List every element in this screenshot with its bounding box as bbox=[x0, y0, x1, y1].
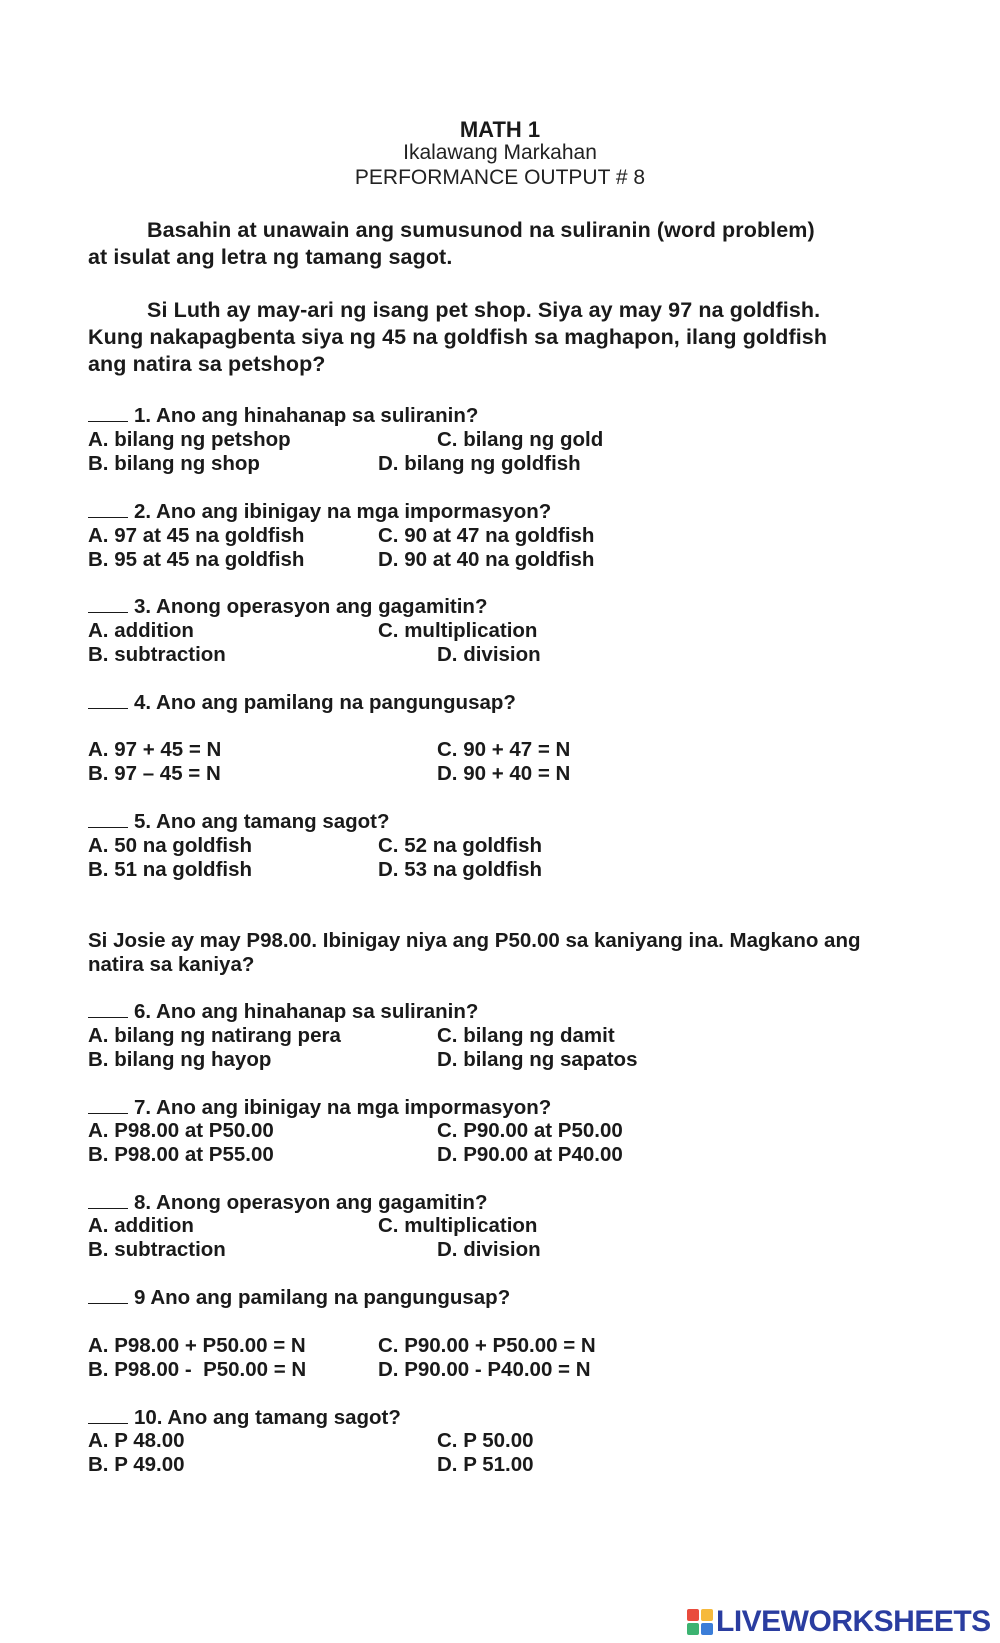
question-2-option-d: D. 90 at 40 na goldfish bbox=[378, 548, 595, 571]
answer-blank[interactable] bbox=[88, 1003, 128, 1018]
question-8: 8. Anong operasyon ang gagamitin? bbox=[88, 1191, 487, 1215]
problem-2-line-1: Si Josie ay may P98.00. Ibinigay niya ang P50.00 sa kaniyang ina. Magkano ang bbox=[88, 929, 861, 952]
question-5-option-b: B. 51 na goldfish bbox=[88, 858, 253, 881]
question-7-option-b: B. P98.00 at P55.00 bbox=[88, 1143, 274, 1166]
answer-blank[interactable] bbox=[88, 503, 128, 518]
answer-blank[interactable] bbox=[88, 407, 128, 422]
question-10: 10. Ano ang tamang sagot? bbox=[88, 1406, 401, 1430]
question-1-option-d: D. bilang ng goldfish bbox=[378, 452, 581, 475]
instructions-line-1: Basahin at unawain ang sumusunod na suliranin (word problem) bbox=[147, 218, 815, 242]
logo-square-yellow bbox=[701, 1609, 713, 1621]
question-10-option-d: D. P 51.00 bbox=[437, 1453, 534, 1476]
question-3-option-c: C. multiplication bbox=[378, 619, 538, 642]
question-6-option-d: D. bilang ng sapatos bbox=[437, 1048, 638, 1071]
question-9-option-c: C. P90.00 + P50.00 = N bbox=[378, 1334, 596, 1357]
question-1: 1. Ano ang hinahanap sa suliranin? bbox=[88, 404, 478, 428]
logo-square-red bbox=[687, 1609, 699, 1621]
question-6-option-c: C. bilang ng damit bbox=[437, 1024, 615, 1047]
question-8-option-d: D. division bbox=[437, 1238, 541, 1261]
question-5-option-d: D. 53 na goldfish bbox=[378, 858, 543, 881]
answer-blank[interactable] bbox=[88, 813, 128, 828]
worksheet-title: MATH 1 bbox=[459, 117, 541, 142]
question-3-option-a: A. addition bbox=[88, 619, 194, 642]
question-4: 4. Ano ang pamilang na pangungusap? bbox=[88, 691, 516, 715]
logo-square-blue bbox=[701, 1623, 713, 1635]
question-3-option-b: B. subtraction bbox=[88, 643, 226, 666]
question-7-option-d: D. P90.00 at P40.00 bbox=[437, 1143, 623, 1166]
question-7-option-a: A. P98.00 at P50.00 bbox=[88, 1119, 274, 1142]
performance-output-label: PERFORMANCE OUTPUT # 8 bbox=[354, 166, 646, 189]
question-1-option-a: A. bilang ng petshop bbox=[88, 428, 291, 451]
problem-2-line-2: natira sa kaniya? bbox=[88, 953, 255, 976]
problem-1-line-1: Si Luth ay may-ari ng isang pet shop. Siya ay may 97 na goldfish. bbox=[147, 298, 821, 322]
question-2: 2. Ano ang ibinigay na mga impormasyon? bbox=[88, 500, 551, 524]
instructions-line-2: at isulat ang letra ng tamang sagot. bbox=[88, 245, 453, 269]
logo-square-green bbox=[687, 1623, 699, 1635]
question-9-option-b: B. P98.00 - P50.00 = N bbox=[88, 1358, 307, 1381]
question-1-option-c: C. bilang ng gold bbox=[437, 428, 604, 451]
question-9-option-a: A. P98.00 + P50.00 = N bbox=[88, 1334, 306, 1357]
question-3: 3. Anong operasyon ang gagamitin? bbox=[88, 595, 487, 619]
answer-blank[interactable] bbox=[88, 1409, 128, 1424]
question-2-option-c: C. 90 at 47 na goldfish bbox=[378, 524, 595, 547]
watermark-text: LIVEWORKSHEETS bbox=[716, 1605, 991, 1638]
question-8-option-b: B. subtraction bbox=[88, 1238, 226, 1261]
question-1-option-b: B. bilang ng shop bbox=[88, 452, 260, 475]
answer-blank[interactable] bbox=[88, 1289, 128, 1304]
answer-blank[interactable] bbox=[88, 1099, 128, 1114]
question-7: 7. Ano ang ibinigay na mga impormasyon? bbox=[88, 1096, 551, 1120]
question-6-option-a: A. bilang ng natirang pera bbox=[88, 1024, 341, 1047]
question-2-option-b: B. 95 at 45 na goldfish bbox=[88, 548, 305, 571]
question-8-option-a: A. addition bbox=[88, 1214, 194, 1237]
question-3-option-d: D. division bbox=[437, 643, 541, 666]
question-6: 6. Ano ang hinahanap sa suliranin? bbox=[88, 1000, 478, 1024]
question-10-option-b: B. P 49.00 bbox=[88, 1453, 185, 1476]
question-5: 5. Ano ang tamang sagot? bbox=[88, 810, 390, 834]
question-4-option-c: C. 90 + 47 = N bbox=[437, 738, 571, 761]
answer-blank[interactable] bbox=[88, 694, 128, 709]
question-10-option-a: A. P 48.00 bbox=[88, 1429, 185, 1452]
worksheet-subtitle: Ikalawang Markahan bbox=[403, 141, 597, 164]
question-4-option-b: B. 97 – 45 = N bbox=[88, 762, 221, 785]
question-5-option-c: C. 52 na goldfish bbox=[378, 834, 543, 857]
question-2-option-a: A. 97 at 45 na goldfish bbox=[88, 524, 305, 547]
question-9: 9 Ano ang pamilang na pangungusap? bbox=[88, 1286, 510, 1310]
question-4-option-a: A. 97 + 45 = N bbox=[88, 738, 222, 761]
question-6-option-b: B. bilang ng hayop bbox=[88, 1048, 272, 1071]
question-10-option-c: C. P 50.00 bbox=[437, 1429, 534, 1452]
problem-1-line-3: ang natira sa petshop? bbox=[88, 352, 326, 376]
answer-blank[interactable] bbox=[88, 1194, 128, 1209]
question-7-option-c: C. P90.00 at P50.00 bbox=[437, 1119, 623, 1142]
problem-1-line-2: Kung nakapagbenta siya ng 45 na goldfish sa maghapon, ilang goldfish bbox=[88, 325, 828, 349]
liveworksheets-logo-icon bbox=[687, 1609, 713, 1635]
question-5-option-a: A. 50 na goldfish bbox=[88, 834, 253, 857]
liveworksheets-watermark[interactable] bbox=[687, 1605, 991, 1639]
answer-blank[interactable] bbox=[88, 598, 128, 613]
question-9-option-d: D. P90.00 - P40.00 = N bbox=[378, 1358, 591, 1381]
question-8-option-c: C. multiplication bbox=[378, 1214, 538, 1237]
question-4-option-d: D. 90 + 40 = N bbox=[437, 762, 571, 785]
